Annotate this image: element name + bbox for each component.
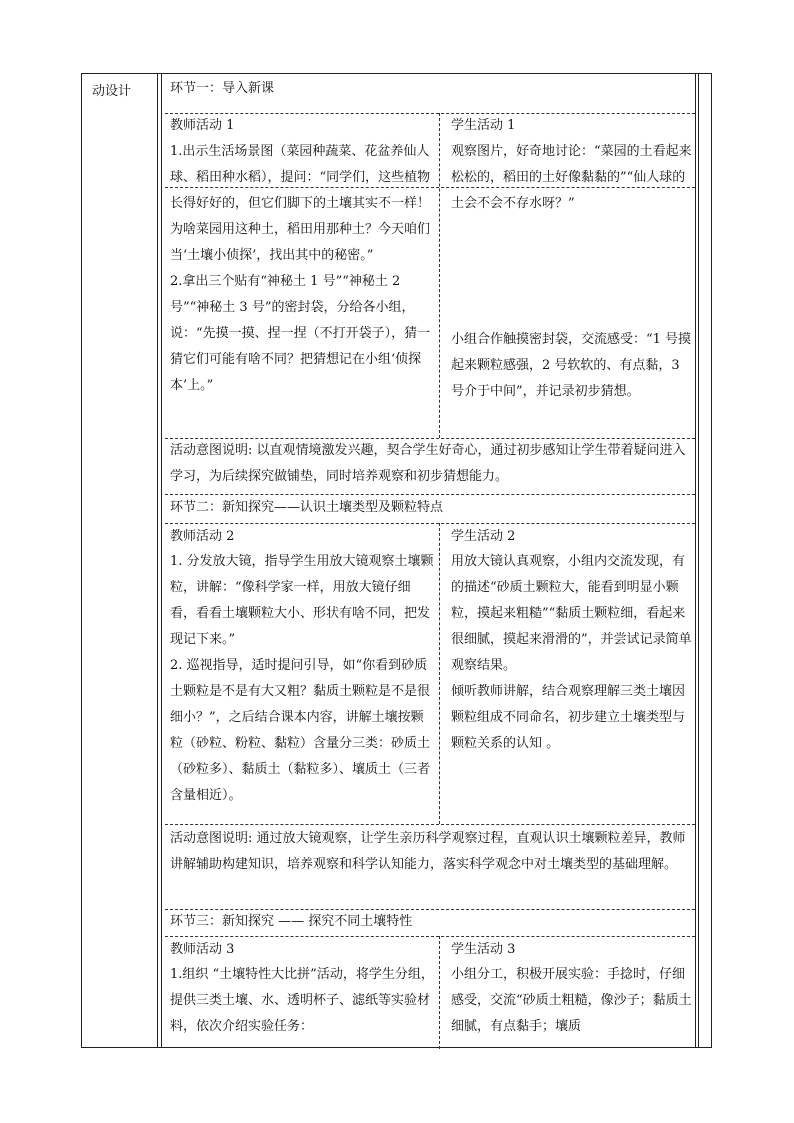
column-divider [439, 936, 440, 1049]
intent-note: 活动意图说明: 以直观情境激发兴趣，契合学生好奇心，通过初步感知让学生带着疑问进入学习，为后续探究做铺垫，同时培养观察和初步猜想能力。 [170, 443, 686, 484]
column-divider [439, 113, 440, 438]
paragraph: 小组合作触摸密封袋，交流感受：“1 号摸起来颗粒感强，2 号软软的、有点黏，3 号介于中间”，并记录初步猜想。 [451, 332, 692, 399]
row-label: 动设计 [92, 84, 132, 99]
student-activity-heading: 学生活动 2 [451, 529, 516, 544]
paragraph: 用放大镜认真观察，小组内交流发现，有的描述“砂质土颗粒大，能看到明显小颗粒，摸起来粗糙”“黏质土颗粒细，看起来很细腻，摸起来滑滑的”，并尝试记录简单观察结果。 [451, 554, 692, 673]
teacher-activity-heading: 教师活动 2 [170, 529, 235, 544]
teacher-activity-text [170, 962, 436, 1040]
student-activity-text [451, 549, 693, 757]
column-divider [695, 74, 696, 1047]
divider [165, 494, 695, 495]
student-activity-heading: 学生活动 1 [451, 118, 516, 133]
column-divider [157, 74, 158, 1047]
student-activity-heading: 学生活动 3 [451, 942, 516, 957]
divider [165, 523, 695, 524]
paragraph: 1.组织 “土壤特性大比拼”活动，将学生分组，提供三类土壤、水、透明杯子、滤纸等实验材料，依次介绍实验任务： [170, 967, 434, 1034]
student-activity-text [451, 327, 693, 405]
intent-note: 活动意图说明: 通过放大镜观察，让学生亲历科学观察过程，直观认识土壤颗粒差异，教师讲解辅助构建知识，培养观察和科学认知能力，落实科学观念中对土壤类型的基础理解。 [170, 831, 686, 872]
section-title: 环节三：新知探究 —— 探究不同土壤特性 [170, 914, 413, 929]
student-activity-text [451, 139, 693, 217]
paragraph: 2.拿出三个贴有“神秘土 1 号”“神秘土 2 号”“神秘土 3 号”的密封袋，分给各小组，说：“先摸一摸、捏一捏（不打开袋子），猜一猜它们可能有啥不同？把猜想记在小组‘侦探本’上。” [170, 274, 431, 393]
section-title: 环节二：新知探究——认识土壤类型及颗粒特点 [170, 500, 444, 515]
teacher-activity-heading: 教师活动 3 [170, 942, 235, 957]
column-divider [439, 523, 440, 824]
paragraph: 2. 巡视指导，适时提问引导，如“你看到砂质土颗粒是不是有大又粗？黏质土颗粒是不是很细小？”，之后结合课本内容，讲解土壤按颗粒（砂粒、粉粒、黏粒）含量分三类：砂质土（砂粒多）、黏质土（黏粒多）、壤质土（三者含量相近）。 [170, 658, 431, 803]
divider [165, 113, 695, 114]
teacher-activity-text [170, 549, 436, 809]
teacher-activity-text [170, 139, 436, 399]
teacher-activity-heading: 教师活动 1 [170, 118, 235, 133]
paragraph: 观察图片，好奇地讨论：“菜园的土看起来松松的，稻田的土好像黏黏的”“仙人球的土会不会不存水呀？” [451, 144, 692, 211]
lesson-table [81, 73, 712, 1048]
column-divider [161, 74, 162, 1047]
divider [165, 909, 695, 910]
divider [165, 936, 695, 937]
paragraph: 倾听教师讲解，结合观察理解三类土壤因颗粒组成不同命名，初步建立土壤类型与颗粒关系的认知 。 [451, 684, 686, 751]
paragraph: 1.出示生活场景图（菜园种蔬菜、花盆养仙人球、稻田种水稻），提问：“同学们，这些植物长得好好的，但它们脚下的土壤其实不一样！为啥菜园用这种土，稻田用那种土？今天咱们当‘土壤小侦探’，找出其中的秘密。” [170, 144, 431, 263]
paragraph: 1. 分发放大镜，指导学生用放大镜观察土壤颗粒，讲解：“像科学家一样，用放大镜仔细看，看看土壤颗粒大小、形状有啥不同，把发现记下来。” [170, 554, 434, 647]
paragraph: 小组分工，积极开展实验：手捻时，仔细感受，交流“砂质土粗糙，像沙子；黏质土细腻，有点黏手；壤质 [451, 967, 692, 1034]
column-divider [698, 74, 699, 1047]
divider [165, 824, 695, 825]
student-activity-text [451, 962, 693, 1048]
section-title: 环节一：导入新课 [170, 81, 275, 96]
